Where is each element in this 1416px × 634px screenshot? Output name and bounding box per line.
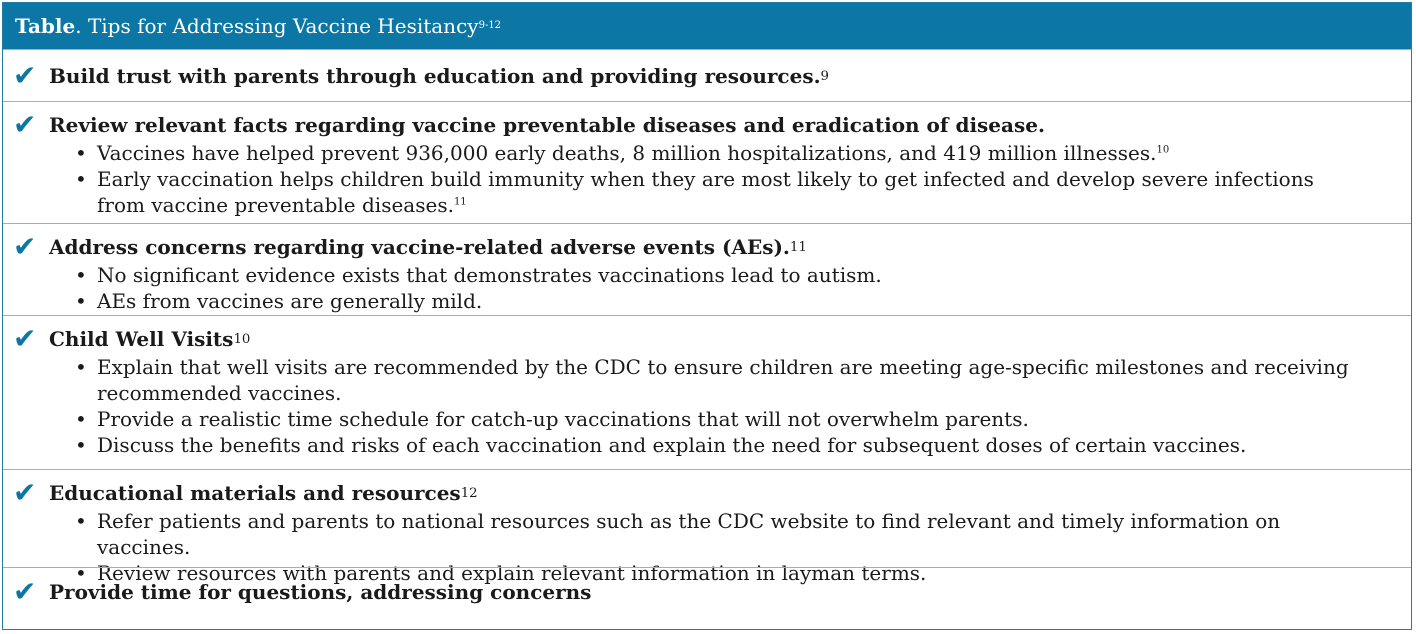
list-item-text: Discuss the benefits and risks of each vaccination and explain the need for subsequent doses of certain vaccines. xyxy=(97,433,1247,457)
list-item-text: Review resources with parents and explain relevant information in layman terms. xyxy=(97,561,927,585)
row-title-ref: 9 xyxy=(820,68,830,84)
bullet-list xyxy=(13,140,1411,218)
row-title xyxy=(13,110,1411,140)
row-title-ref: 11 xyxy=(789,239,807,255)
list-item-ref: 11 xyxy=(453,196,467,208)
list-item-text: Early vaccination helps children build immunity when they are most likely to get infected and develop severe infections from vaccine preventable diseases. xyxy=(97,167,1314,217)
list-item-text: Vaccines have helped prevent 936,000 early deaths, 8 million hospitalizations, and 419 million illnesses. xyxy=(97,141,1157,165)
row-title-text: Child Well Visits xyxy=(49,327,234,351)
list-item xyxy=(75,354,1411,406)
row-title-text: Build trust with parents through education and providing resources. xyxy=(49,64,821,88)
table-row xyxy=(3,101,1411,223)
row-title xyxy=(13,577,1411,607)
checkmark-icon: ✔ xyxy=(13,322,37,355)
list-item-ref: 10 xyxy=(1156,144,1170,156)
row-title xyxy=(13,232,1411,262)
table-label: Table xyxy=(15,14,76,38)
table-row xyxy=(3,469,1411,585)
checkmark-icon: ✔ xyxy=(13,575,37,608)
row-title-ref: 10 xyxy=(233,331,251,347)
table-title: . Tips for Addressing Vaccine Hesitancy xyxy=(75,14,479,38)
row-title xyxy=(13,324,1411,354)
table-header: Table . Tips for Addressing Vaccine Hesitancy 9-12 xyxy=(3,3,1411,49)
row-title-ref: 12 xyxy=(460,485,478,501)
checkmark-icon: ✔ xyxy=(13,59,37,92)
list-item-text: Explain that well visits are recommended by the CDC to ensure children are meeting age-specific milestones and receiving recommended vaccines. xyxy=(97,355,1349,405)
table-row xyxy=(3,315,1411,469)
checkmark-icon: ✔ xyxy=(13,230,37,263)
bullet-list xyxy=(13,354,1411,458)
tips-table xyxy=(2,2,1412,630)
row-title-text: Address concerns regarding vaccine-related adverse events (AEs). xyxy=(49,235,790,259)
row-title xyxy=(13,61,1411,91)
list-item-text: Refer patients and parents to national resources such as the CDC website to find relevant and timely information on vaccines. xyxy=(97,509,1281,559)
checkmark-icon: ✔ xyxy=(13,108,37,141)
table-row xyxy=(3,567,1411,615)
list-item xyxy=(75,288,1411,314)
row-title xyxy=(13,478,1411,508)
table-row xyxy=(3,223,1411,315)
list-item xyxy=(75,262,1411,288)
row-title-text: Review relevant facts regarding vaccine preventable diseases and eradication of disease. xyxy=(49,113,1045,137)
table-row xyxy=(3,49,1411,101)
checkmark-icon: ✔ xyxy=(13,476,37,509)
list-item xyxy=(75,166,1411,218)
list-item-text: Provide a realistic time schedule for catch-up vaccinations that will not overwhelm parents. xyxy=(97,407,1029,431)
list-item-text: AEs from vaccines are generally mild. xyxy=(97,289,483,313)
list-item xyxy=(75,508,1411,560)
row-title-text: Provide time for questions, addressing concerns xyxy=(49,580,592,604)
table-body xyxy=(3,49,1411,615)
row-title-text: Educational materials and resources xyxy=(49,481,461,505)
list-item-text: No significant evidence exists that demonstrates vaccinations lead to autism. xyxy=(97,263,882,287)
bullet-list xyxy=(13,262,1411,314)
list-item xyxy=(75,406,1411,432)
list-item xyxy=(75,432,1411,458)
list-item xyxy=(75,140,1411,166)
